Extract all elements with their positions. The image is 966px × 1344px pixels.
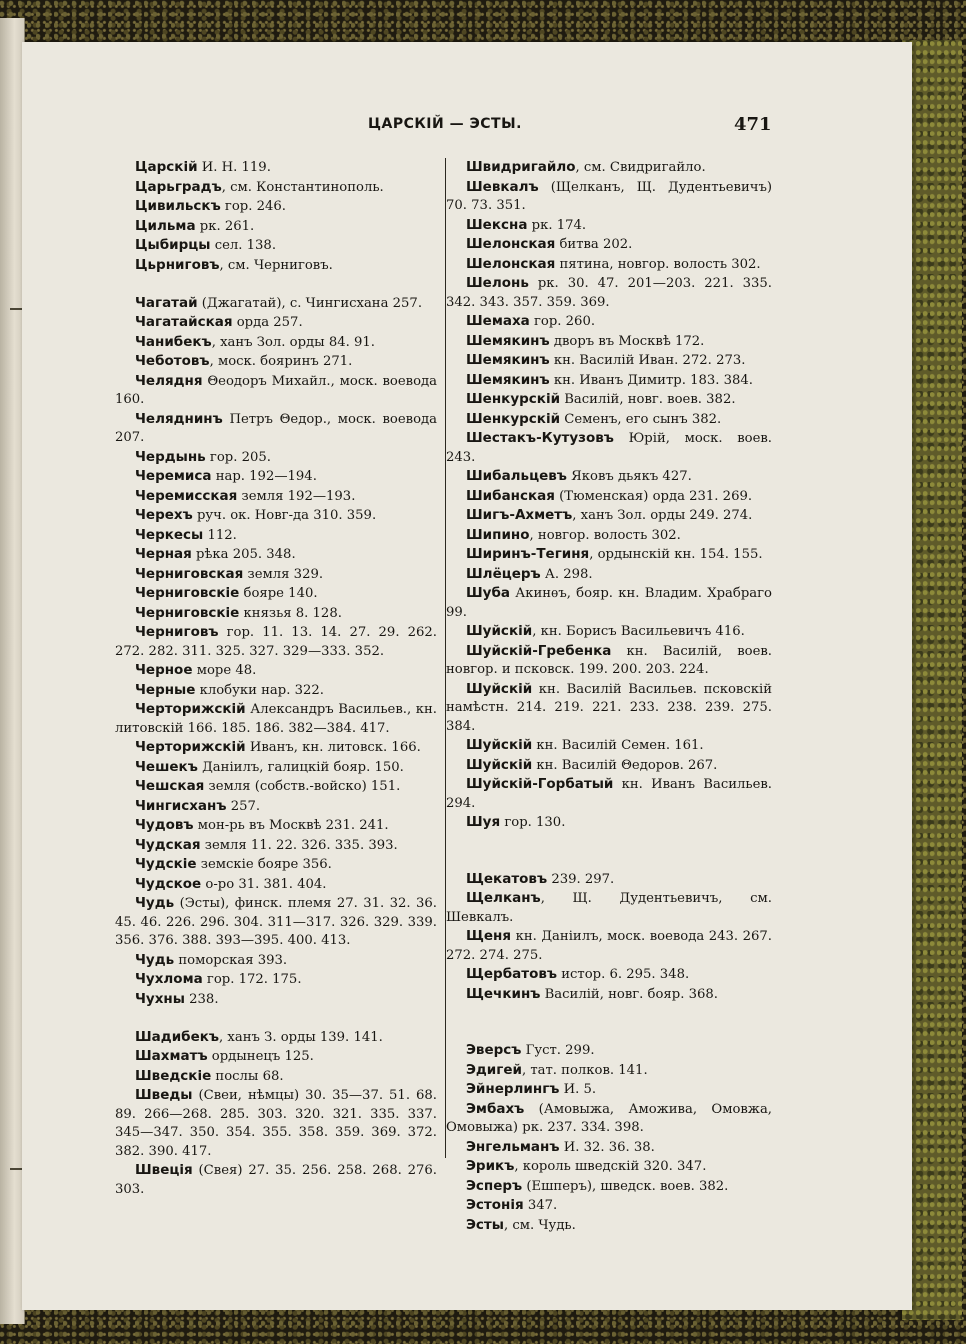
index-entry: [115, 352, 437, 372]
index-entry: [115, 506, 437, 526]
index-column-left: [115, 158, 437, 1199]
index-entry: [446, 1138, 772, 1158]
index-entry: [446, 1177, 772, 1197]
index-entry: [115, 970, 437, 990]
index-entry: [446, 1041, 772, 1061]
index-headword: Шелонская: [466, 255, 556, 272]
index-headword: Чудь: [135, 951, 175, 968]
index-headword: Цьрниговъ: [135, 256, 220, 273]
index-headword: Чудовъ: [135, 817, 194, 833]
index-references: битва 202.: [555, 237, 633, 252]
index-headword: Эсперъ: [466, 1177, 523, 1194]
index-headword: Шигъ-Ахметъ: [466, 507, 573, 523]
index-headword: Черемиса: [135, 468, 212, 484]
index-headword: Шемякинъ: [466, 352, 550, 368]
index-entry: [446, 545, 772, 565]
index-entry: [115, 623, 437, 661]
index-entry: [115, 855, 437, 875]
index-references: рк. 174.: [527, 217, 587, 233]
index-references: гор. 172. 175.: [202, 972, 302, 987]
index-headword: Шуя: [466, 814, 501, 830]
index-headword: Шибанская: [466, 487, 555, 504]
index-references: 347.: [523, 1198, 558, 1213]
index-entry: [446, 178, 772, 216]
index-references: (Свеи, нѣмцы) 30. 35—37. 51. 68. 89. 266—268. 285. 303. 320. 321. 335. 337. 345—347. 350. 354. 355. 358. 359. 369. 372. 382. 390. 417.: [115, 1088, 437, 1159]
index-headword: Шведы: [135, 1087, 193, 1103]
index-headword: Шуйскій-Горбатый: [466, 776, 614, 792]
index-entry: [115, 158, 437, 178]
index-entry: [446, 429, 772, 467]
index-references: рк. 30. 47. 201—203. 221. 335. 342. 343. 357. 359. 369.: [446, 276, 772, 310]
index-references: море 48.: [192, 663, 257, 678]
index-references: , тат. полков. 141.: [521, 1062, 648, 1078]
index-entry: [115, 448, 437, 468]
index-entry: [115, 604, 437, 624]
index-references: , см. Свидригайло.: [575, 160, 706, 175]
index-references: земскіе бояре 356.: [196, 857, 332, 872]
index-entry: [446, 216, 772, 236]
index-references: 112.: [203, 527, 237, 543]
index-headword: Чердынь: [135, 448, 206, 465]
index-entry: [115, 487, 437, 507]
index-headword: Шуйскій: [466, 737, 533, 753]
section-gap: [446, 851, 772, 870]
index-headword: Чингисханъ: [135, 797, 227, 814]
index-entry: [446, 985, 772, 1005]
index-entry: [446, 965, 772, 985]
index-entry: [446, 1157, 772, 1177]
index-headword: Щекатовъ: [466, 870, 548, 887]
index-entry: [115, 990, 437, 1010]
index-references: Яковъ дьякъ 427.: [566, 469, 692, 484]
index-headword: Царскій: [135, 159, 198, 175]
index-entry: [115, 584, 437, 604]
index-headword: Черторижскій: [135, 739, 246, 755]
index-references: (Ешперъ), шведск. воев. 382.: [522, 1178, 729, 1194]
index-entry: [446, 927, 772, 965]
index-headword: Челяднинъ: [135, 410, 223, 427]
index-references: сел. 138.: [210, 238, 277, 253]
index-entry: [446, 756, 772, 776]
index-entry: [446, 813, 772, 833]
index-entry: [115, 1028, 437, 1048]
running-header: ЦАРСКІЙ — ЭСТЫ.: [368, 116, 522, 132]
index-headword: Шемякинъ: [466, 332, 550, 349]
index-entry: [446, 235, 772, 255]
index-headword: Черниговскіе: [135, 585, 240, 601]
index-references: , ордынскій кн. 154. 155.: [589, 547, 763, 562]
index-references: Петръ Θедор., моск. воевода 207.: [115, 411, 437, 445]
index-entry: [115, 700, 437, 738]
index-entry: [115, 1047, 437, 1067]
index-headword: Чеботовъ: [135, 353, 210, 369]
index-references: (Эсты), финск. племя 27. 31. 32. 36. 45. 46. 226. 296. 304. 311—317. 326. 329. 339. 356. 376. 388. 393—395. 400. 413.: [115, 896, 437, 948]
index-references: , ханъ Зол. орды 249. 274.: [572, 508, 753, 523]
index-entry: [115, 816, 437, 836]
index-entry: [446, 526, 772, 546]
index-references: кн. Василій, воев. новгор. и псковск. 199. 200. 203. 224.: [446, 643, 772, 677]
index-headword: Чудскіе: [135, 856, 197, 872]
index-entry: [115, 875, 437, 895]
index-headword: Черные: [135, 681, 196, 698]
index-headword: Черниговскіе: [135, 604, 240, 621]
index-entry: [446, 642, 772, 680]
index-references: кн. Василій Θедоров. 267.: [532, 757, 718, 773]
index-references: , моск. бояринъ 271.: [209, 354, 353, 369]
index-headword: Эсты: [466, 1216, 504, 1233]
index-headword: Эдигей: [466, 1061, 522, 1078]
index-entry: [115, 197, 437, 217]
index-headword: Шелонская: [466, 236, 556, 252]
index-references: дворъ въ Москвѣ 172.: [549, 333, 705, 349]
index-references: земля 329.: [243, 566, 324, 582]
index-entry: [115, 1161, 437, 1199]
index-entry: [446, 1196, 772, 1216]
index-headword: Чухны: [135, 990, 185, 1007]
index-references: (Джагатай), с. Чингисхана 257.: [197, 295, 423, 311]
index-entry: [446, 410, 772, 430]
index-references: Александръ Васильев., кн. литовскій 166. 185. 186. 382—384. 417.: [115, 702, 437, 736]
index-references: , см. Константинополь.: [221, 179, 384, 195]
index-entry: [115, 410, 437, 448]
index-entry: [115, 372, 437, 410]
section-gap: [446, 833, 772, 852]
index-headword: Шуйскій: [466, 756, 533, 773]
index-headword: Эверсъ: [466, 1042, 522, 1058]
index-headword: Швеція: [135, 1162, 193, 1178]
index-entry: [446, 371, 772, 391]
index-headword: Шелонь: [466, 275, 529, 291]
index-headword: Цивильскъ: [135, 198, 221, 214]
index-references: клобуки нар. 322.: [195, 682, 324, 698]
index-headword: Чудская: [135, 836, 201, 853]
index-headword: Цыбирцы: [135, 237, 211, 253]
index-references: гор. 260.: [529, 314, 596, 329]
index-entry: [115, 333, 437, 353]
index-headword: Чешекъ: [135, 758, 198, 775]
index-headword: Шенкурскій: [466, 391, 561, 407]
index-entry: [115, 545, 437, 565]
index-references: Густ. 299.: [521, 1043, 595, 1058]
index-entry: [446, 736, 772, 756]
index-headword: Чагатайская: [135, 314, 233, 330]
index-headword: Щербатовъ: [466, 966, 558, 982]
index-references: 257.: [226, 798, 261, 814]
index-references: нар. 192—194.: [211, 469, 317, 484]
index-entry: [115, 256, 437, 276]
index-headword: Шахматъ: [135, 1048, 208, 1064]
index-references: гор. 11. 13. 14. 27. 29. 262. 272. 282. 311. 325. 327. 329—333. 352.: [115, 625, 437, 659]
index-references: кн. Иванъ Васильев. 294.: [446, 777, 772, 811]
index-entry: [446, 680, 772, 737]
index-references: Иванъ, кн. литовск. 166.: [245, 740, 421, 755]
index-entry: [115, 526, 437, 546]
index-references: гор. 246.: [220, 199, 286, 214]
index-headword: Челядня: [135, 372, 203, 389]
index-references: И. 32. 36. 38.: [559, 1139, 655, 1155]
index-headword: Эрикъ: [466, 1158, 515, 1174]
index-references: бояре 140.: [239, 586, 318, 601]
index-entry: [115, 178, 437, 198]
section-gap: [115, 275, 437, 294]
index-entry: [115, 738, 437, 758]
index-references: Василій, новг. воев. 382.: [560, 392, 736, 407]
index-headword: Шуба: [466, 585, 511, 601]
index-entry: [446, 332, 772, 352]
index-headword: Царьградъ: [135, 178, 222, 195]
index-headword: Черторижскій: [135, 701, 246, 717]
index-headword: Щечкинъ: [466, 985, 541, 1002]
index-references: (Щелканъ, Щ. Дудентьевичъ) 70. 73. 351.: [446, 179, 772, 213]
index-references: , новгор. волость 302.: [529, 527, 681, 543]
index-references: земля (собств.-войско) 151.: [204, 779, 401, 794]
index-references: кн. Даніилъ, моск. воевода 243. 267. 272. 274. 275.: [446, 929, 772, 963]
index-entry: [115, 313, 437, 333]
index-entry: [115, 1067, 437, 1087]
index-headword: Шипино: [466, 526, 530, 543]
index-headword: Шевкалъ: [466, 178, 539, 195]
index-headword: Черемисская: [135, 487, 238, 504]
index-references: 239. 297.: [547, 871, 615, 887]
index-references: , король шведскій 320. 347.: [514, 1159, 707, 1174]
index-headword: Шенкурскій: [466, 410, 561, 427]
index-headword: Энгельманъ: [466, 1138, 560, 1155]
index-entry: [446, 274, 772, 312]
index-entry: [446, 487, 772, 507]
index-references: земля 11. 22. 326. 335. 393.: [200, 837, 398, 853]
index-entry: [446, 467, 772, 487]
index-headword: Черехъ: [135, 507, 193, 523]
index-references: , ханъ З. орды 139. 141.: [219, 1029, 383, 1045]
index-entry: [446, 775, 772, 813]
index-entry: [446, 158, 772, 178]
index-headword: Черное: [135, 662, 193, 678]
index-references: Θеодоръ Михайл., моск. воевода 160.: [115, 373, 437, 407]
index-references: , см. Черниговъ.: [219, 257, 333, 273]
index-headword: Чудь: [135, 895, 175, 911]
index-headword: Шексна: [466, 216, 528, 233]
index-entry: [446, 255, 772, 275]
index-entry: [115, 951, 437, 971]
index-references: , кн. Борисъ Васильевичъ 416.: [532, 624, 745, 639]
index-headword: Щелканъ: [466, 890, 541, 906]
index-references: послы 68.: [211, 1068, 284, 1084]
index-references: земля 192—193.: [237, 488, 356, 504]
index-references: (Амовыжа, Аможива, Омовжа, Омовыжа) рк. 237. 334. 398.: [446, 1101, 772, 1135]
page-number: 471: [734, 114, 772, 135]
index-entry: [115, 894, 437, 951]
index-headword: Черниговъ: [135, 624, 219, 640]
index-entry: [446, 1080, 772, 1100]
index-references: князья 8. 128.: [239, 605, 342, 621]
index-references: Даніилъ, галицкій бояр. 150.: [197, 759, 404, 775]
index-headword: Шуйскій: [466, 680, 533, 697]
index-references: кн. Василій Семен. 161.: [532, 738, 704, 753]
index-references: И. 5.: [559, 1082, 597, 1097]
index-references: поморская 393.: [174, 952, 288, 968]
index-references: пятина, новгор. волость 302.: [555, 256, 761, 272]
index-entry: [446, 565, 772, 585]
index-entry: [115, 565, 437, 585]
index-references: Юрій, моск. воев. 243.: [446, 431, 772, 465]
index-references: гор. 130.: [500, 815, 566, 830]
index-references: Семенъ, его сынъ 382.: [560, 411, 722, 427]
section-gap: [446, 1023, 772, 1042]
index-headword: Шестакъ-Кутузовъ: [466, 430, 614, 446]
index-entry: [446, 390, 772, 410]
index-references: рк. 261.: [195, 218, 255, 234]
index-entry: [446, 1061, 772, 1081]
index-headword: Шуйскій: [466, 623, 533, 639]
index-entry: [446, 622, 772, 642]
index-entry: [115, 1086, 437, 1161]
section-gap: [446, 1004, 772, 1023]
index-headword: Чудское: [135, 875, 202, 892]
index-entry: [446, 312, 772, 332]
index-headword: Эйнерлингъ: [466, 1081, 560, 1097]
index-headword: Цильма: [135, 217, 196, 234]
index-references: о-ро 31. 381. 404.: [201, 876, 327, 892]
index-entry: [115, 236, 437, 256]
index-references: , Щ. Дудентьевичъ, см. Шевкалъ.: [446, 891, 772, 925]
index-headword: Щеня: [466, 928, 512, 944]
index-entry: [446, 1216, 772, 1236]
section-gap: [115, 1009, 437, 1028]
index-column-right: [446, 158, 772, 1235]
index-headword: Швидригайло: [466, 159, 576, 175]
index-headword: Шадибекъ: [135, 1028, 220, 1045]
index-references: гор. 205.: [205, 449, 271, 465]
index-references: 238.: [184, 991, 219, 1007]
index-references: кн. Иванъ Димитр. 183. 384.: [549, 372, 754, 388]
index-entry: [115, 758, 437, 778]
index-headword: Шемякинъ: [466, 371, 550, 388]
index-headword: Черниговская: [135, 565, 244, 582]
index-entry: [115, 797, 437, 817]
index-references: мон-рь въ Москвѣ 231. 241.: [193, 818, 389, 833]
index-references: истор. 6. 295. 348.: [557, 967, 690, 982]
index-headword: Чешская: [135, 778, 205, 794]
index-entry: [115, 777, 437, 797]
index-entry: [446, 584, 772, 622]
index-references: И. Н. 119.: [197, 160, 271, 175]
index-headword: Шемаха: [466, 313, 530, 329]
index-headword: Шлёцеръ: [466, 565, 541, 582]
index-headword: Чухлома: [135, 971, 203, 987]
index-headword: Шведскіе: [135, 1067, 212, 1084]
index-headword: Шибальцевъ: [466, 468, 567, 484]
index-headword: Эстонія: [466, 1197, 524, 1213]
index-references: , см. Чудь.: [503, 1217, 576, 1233]
index-references: руч. ок. Новг-да 310. 359.: [192, 508, 377, 523]
index-references: А. 298.: [540, 566, 593, 582]
index-entry: [446, 870, 772, 890]
index-entry: [446, 1100, 772, 1138]
index-headword: Черная: [135, 546, 192, 562]
index-entry: [446, 506, 772, 526]
index-headword: Черкесы: [135, 526, 204, 543]
index-entry: [115, 294, 437, 314]
index-entry: [446, 889, 772, 927]
index-headword: Шуйскій-Гребенка: [466, 642, 612, 659]
index-headword: Эмбахъ: [466, 1100, 525, 1117]
index-references: кн. Василій Васильев. псковскій намѣстн. 214. 219. 221. 233. 238. 239. 275. 384.: [446, 681, 772, 734]
index-references: Василій, новг. бояр. 368.: [540, 986, 718, 1002]
index-references: , ханъ Зол. орды 84. 91.: [211, 334, 376, 350]
index-entry: [115, 217, 437, 237]
index-references: ордынецъ 125.: [207, 1049, 314, 1064]
index-references: (Свея) 27. 35. 256. 258. 268. 276. 303.: [115, 1163, 437, 1197]
index-entry: [115, 836, 437, 856]
index-entry: [115, 467, 437, 487]
index-entry: [115, 661, 437, 681]
index-references: (Тюменская) орда 231. 269.: [554, 488, 753, 504]
index-references: орда 257.: [232, 315, 303, 330]
index-headword: Чанибекъ: [135, 333, 212, 350]
index-entry: [115, 681, 437, 701]
book-page: [22, 42, 912, 1310]
index-references: кн. Василій Иван. 272. 273.: [549, 353, 746, 368]
index-headword: Чагатай: [135, 294, 198, 311]
index-headword: Ширинъ-Тегиня: [466, 546, 590, 562]
index-references: Акинѳъ, бояр. кн. Владим. Храбраго 99.: [446, 586, 772, 620]
index-references: рѣка 205. 348.: [191, 547, 296, 562]
index-entry: [446, 351, 772, 371]
